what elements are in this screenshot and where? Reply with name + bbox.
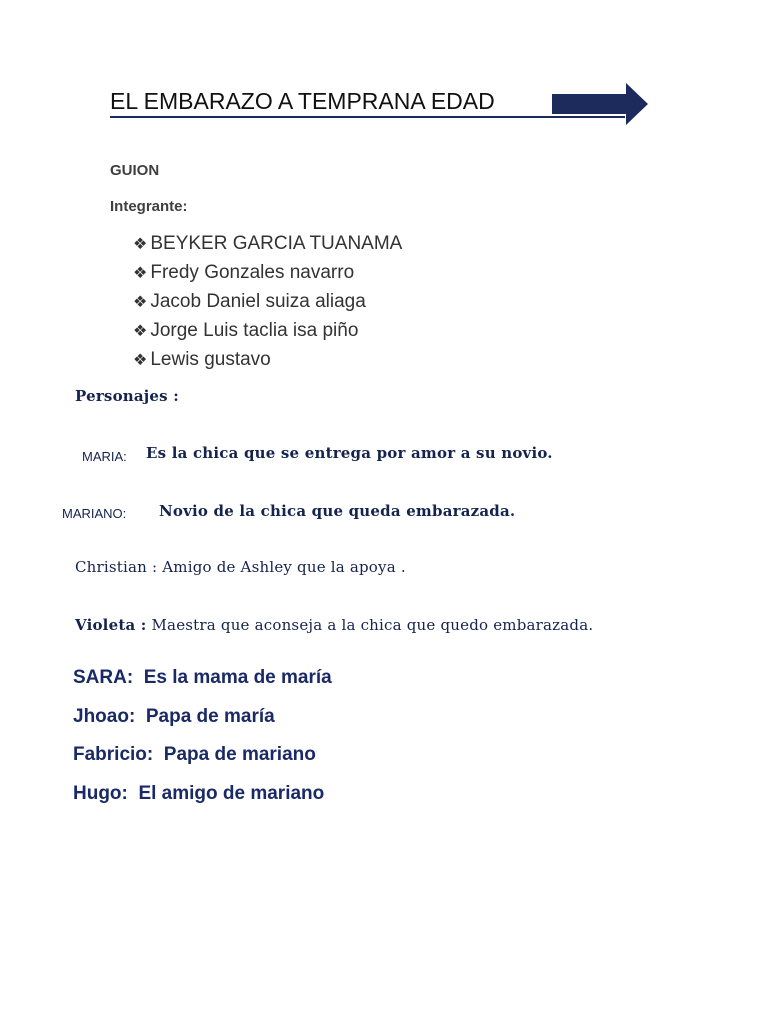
members-list	[133, 231, 402, 376]
diamond-bullet-icon: ❖	[133, 323, 148, 340]
role-row-sara	[73, 667, 332, 689]
guion-label: GUION	[110, 162, 160, 179]
character-name-christian: Christian :	[75, 558, 158, 576]
character-name-maria: MARIA:	[82, 449, 127, 464]
role-desc: Es la mama de maría	[143, 667, 332, 688]
character-row-violeta	[75, 616, 593, 634]
diamond-bullet-icon: ❖	[133, 352, 148, 369]
list-item: ❖ Jacob Daniel suiza aliaga	[133, 291, 366, 312]
role-row-jhoao	[73, 706, 275, 728]
role-name: Hugo:	[73, 783, 128, 804]
integrante-label: Integrante:	[110, 198, 188, 215]
personajes-label: Personajes :	[75, 387, 179, 405]
document-title: EL EMBARAZO A TEMPRANA EDAD	[110, 88, 495, 114]
diamond-bullet-icon: ❖	[133, 236, 148, 253]
character-name-violeta: Violeta :	[75, 616, 147, 634]
list-item: ❖ Lewis gustavo	[133, 349, 271, 370]
character-desc-violeta: Maestra que aconseja a la chica que quedo embarazada.	[151, 616, 594, 634]
right-arrow-icon	[552, 83, 650, 125]
role-name: Fabricio:	[73, 744, 154, 765]
character-desc-maria: Es la chica que se entrega por amor a su novio.	[146, 444, 553, 462]
character-name-mariano: MARIANO:	[62, 506, 127, 521]
role-name: SARA:	[73, 667, 134, 688]
list-item: ❖ Fredy Gonzales navarro	[133, 262, 355, 283]
character-row-christian	[75, 558, 406, 576]
diamond-bullet-icon: ❖	[133, 265, 148, 282]
diamond-bullet-icon: ❖	[133, 294, 148, 311]
role-desc: Papa de mariano	[163, 744, 316, 765]
list-item: ❖ BEYKER GARCIA TUANAMA	[133, 233, 403, 254]
role-name: Jhoao:	[73, 706, 136, 727]
role-row-fabricio	[73, 744, 316, 766]
character-desc-christian: Amigo de Ashley que la apoya .	[162, 558, 406, 576]
character-desc-mariano: Novio de la chica que queda embarazada.	[159, 502, 516, 520]
role-row-hugo	[73, 783, 324, 805]
title-underline	[110, 116, 625, 118]
role-desc: El amigo de mariano	[138, 783, 325, 804]
role-desc: Papa de maría	[145, 706, 275, 727]
list-item: ❖ Jorge Luis taclia isa piño	[133, 320, 359, 341]
